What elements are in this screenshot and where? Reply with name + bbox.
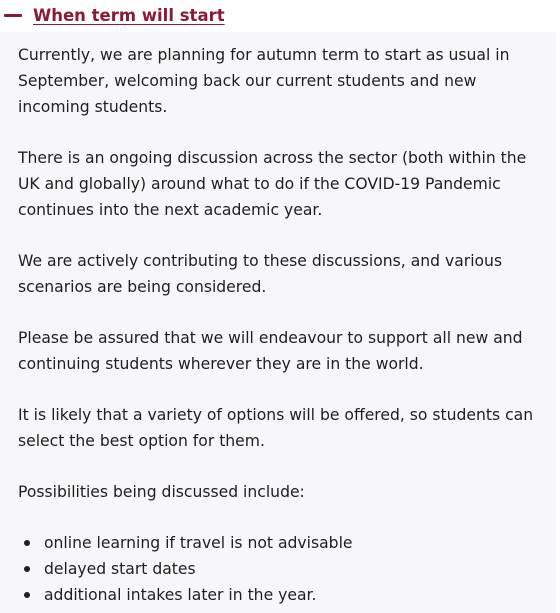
bullet-icon <box>24 566 30 572</box>
list-item-text: online learning if travel is not advisable <box>44 534 353 552</box>
bullet-list <box>18 530 556 608</box>
list-item-text: additional intakes later in the year. <box>44 586 317 604</box>
paragraph: There is an ongoing discussion across the sector (both within the UK and globally) around what to do if the COVID-19 Pandemic continues into the next academic year. <box>18 149 527 219</box>
paragraph: Possibilities being discussed include: <box>18 483 305 501</box>
paragraph: It is likely that a variety of options will be offered, so students can select the best option for them. <box>18 406 534 450</box>
list-item <box>18 530 556 556</box>
paragraph: We are actively contributing to these discussions, and various scenarios are being considered. <box>18 252 503 296</box>
accordion-header[interactable] <box>0 0 560 30</box>
accordion-title[interactable]: When term will start <box>33 5 225 25</box>
bullet-icon <box>24 592 30 598</box>
list-item <box>18 556 556 582</box>
bullet-icon <box>24 540 30 546</box>
list-item <box>18 582 556 608</box>
list-item-text: delayed start dates <box>44 560 196 578</box>
minus-icon[interactable] <box>4 14 22 17</box>
paragraph: Please be assured that we will endeavour to support all new and continuing students wherever they are in the world. <box>18 329 523 373</box>
paragraph: Currently, we are planning for autumn term to start as usual in September, welcoming back our current students and new incoming students. <box>18 46 510 116</box>
accordion-panel <box>0 32 556 613</box>
